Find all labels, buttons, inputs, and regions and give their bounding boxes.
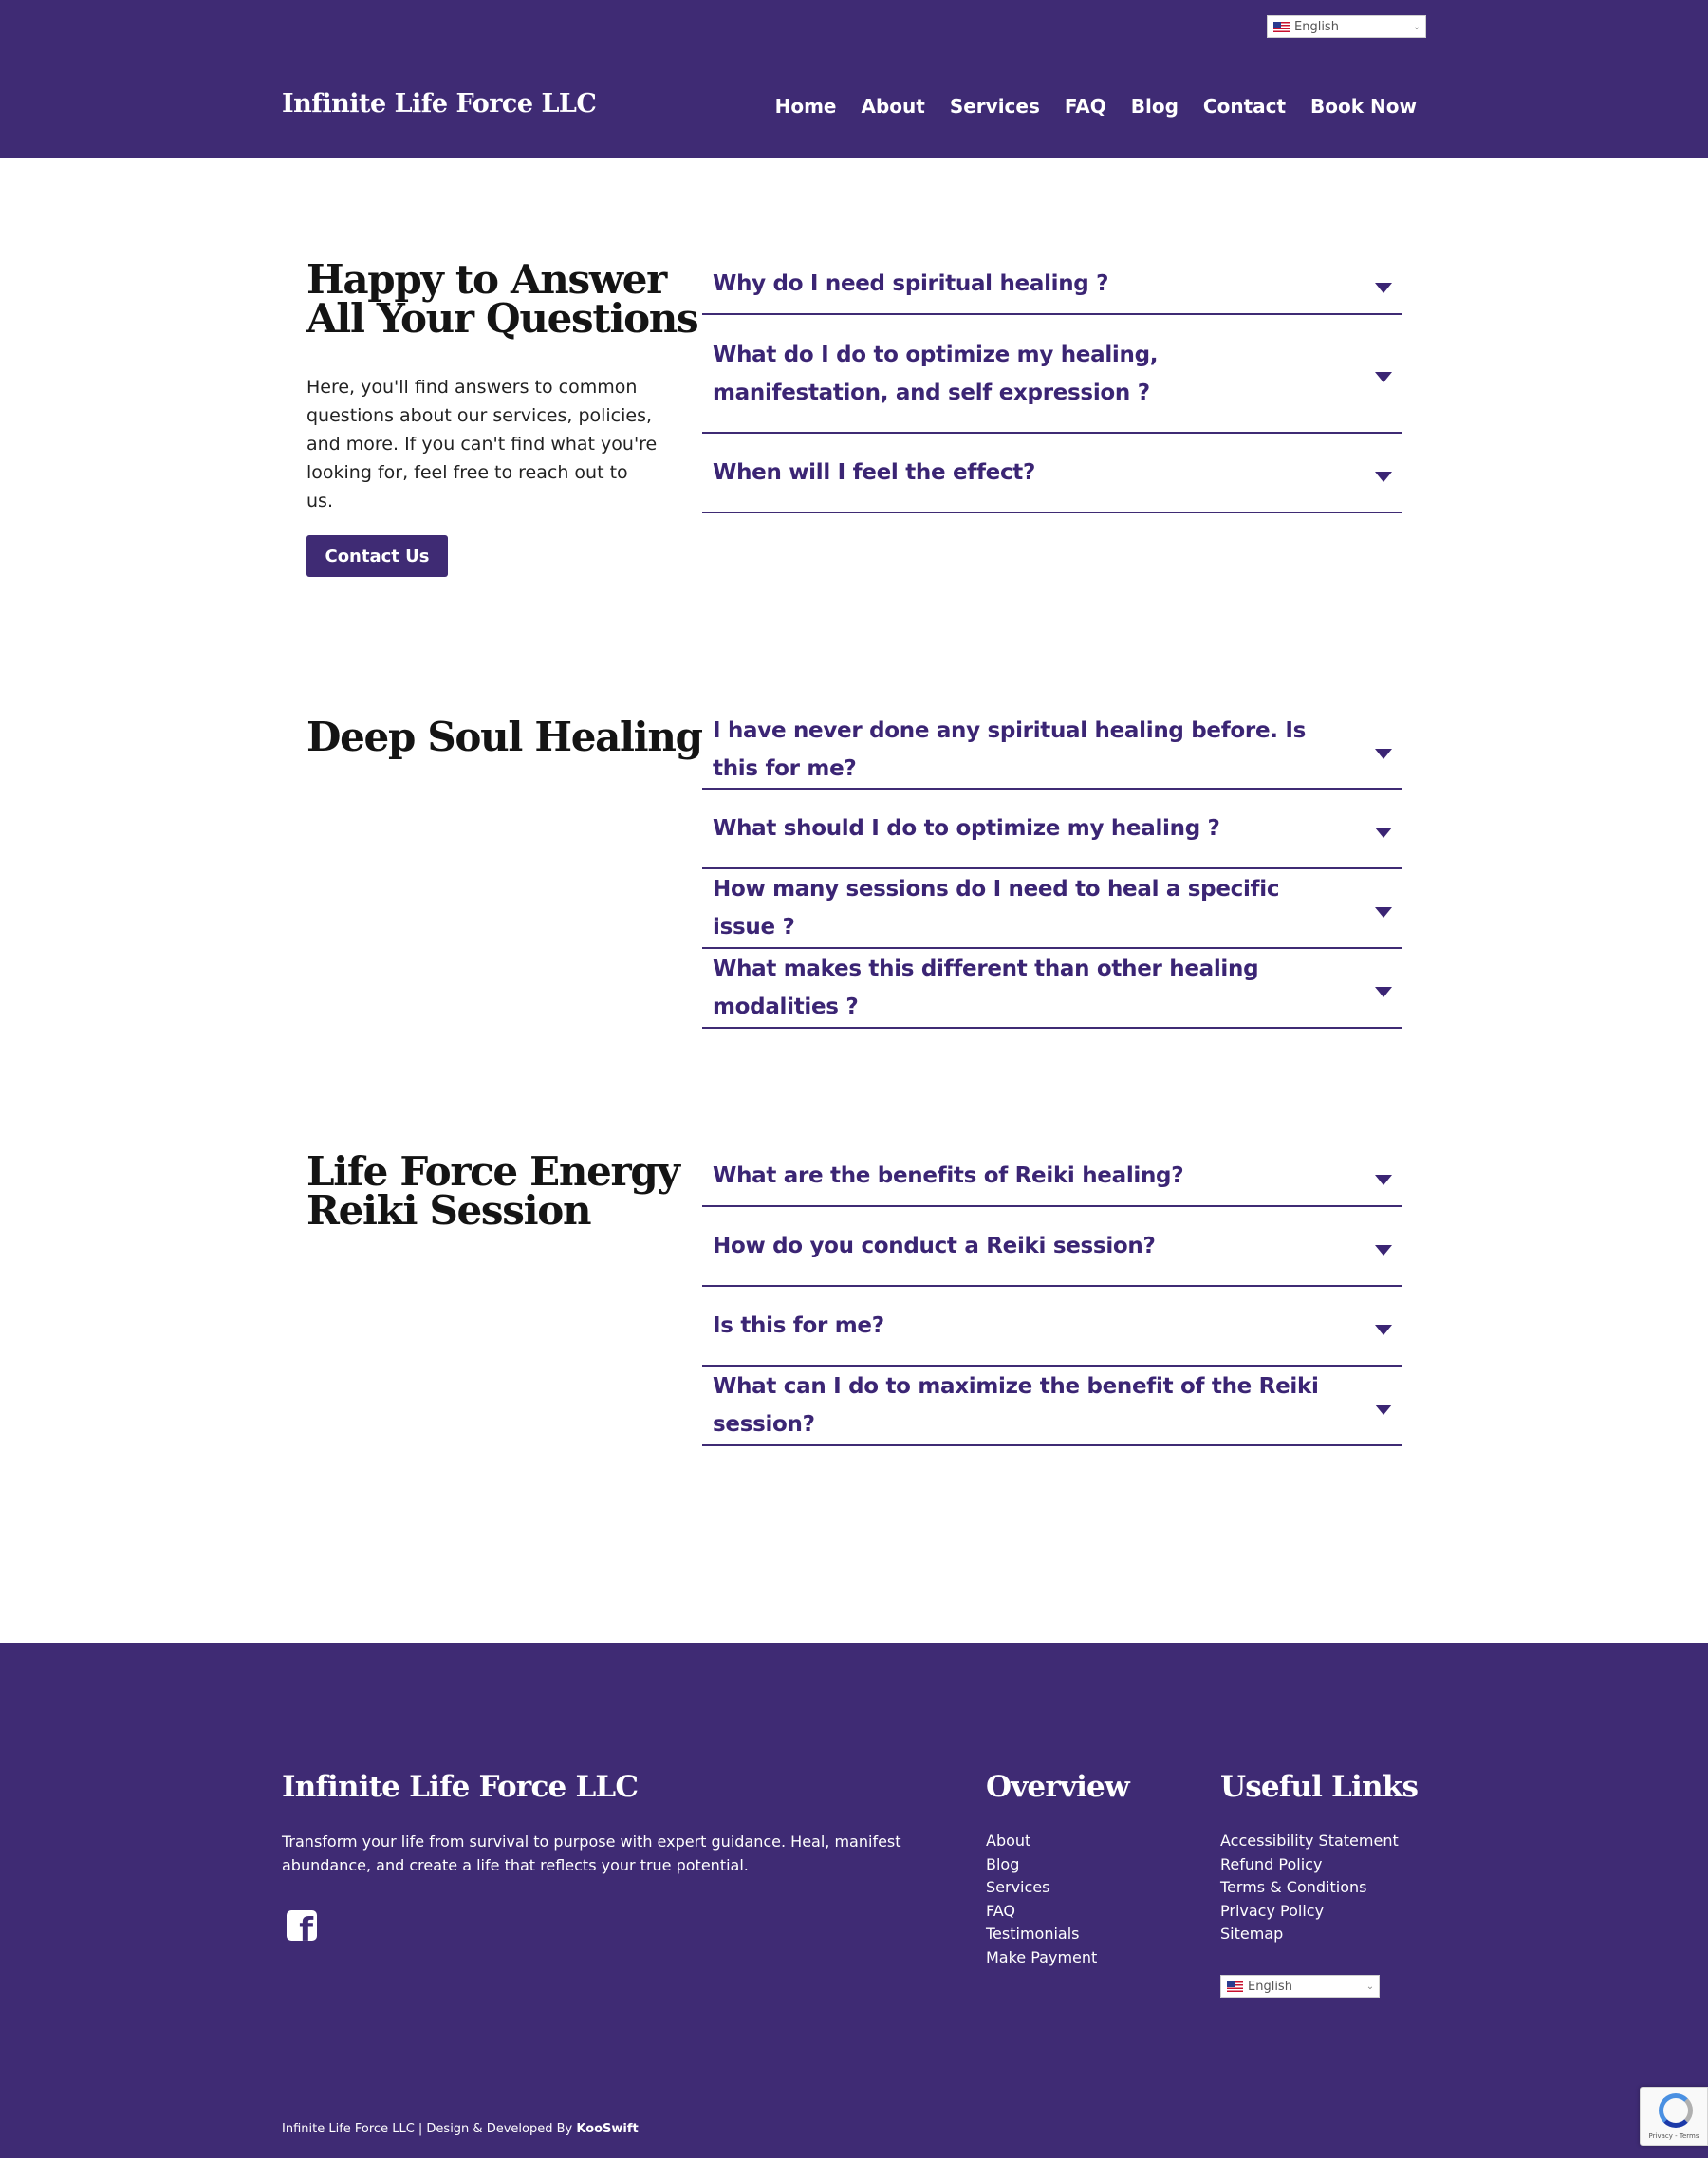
faq-list xyxy=(702,1146,1402,1446)
faq-question: When will I feel the effect? xyxy=(713,460,1036,485)
footer-useful-links xyxy=(1220,1830,1399,1946)
caret-down-icon xyxy=(1375,283,1392,293)
footer-link-testimonials[interactable]: Testimonials xyxy=(986,1925,1080,1944)
language-label: English xyxy=(1294,19,1339,34)
site-footer xyxy=(0,1643,1708,2158)
caret-down-icon xyxy=(1375,472,1392,482)
caret-down-icon xyxy=(1375,1245,1392,1256)
section-description: Here, you'll find answers to common questions about our services, policies, and more. If you can't find what you're looking for, feel free to reach out to us. xyxy=(306,377,658,512)
faq-item[interactable] xyxy=(702,254,1402,315)
footer-useful-links-title: Useful Links xyxy=(1220,1770,1419,1804)
faq-item[interactable] xyxy=(702,949,1402,1029)
chevron-down-icon: ⌄ xyxy=(1412,21,1421,32)
nav-home[interactable]: Home xyxy=(774,95,837,118)
faq-question: What are the benefits of Reiki healing? xyxy=(713,1163,1184,1188)
faq-list xyxy=(702,254,1402,513)
faq-question: How many sessions do I need to heal a specific issue ? xyxy=(713,877,1280,939)
caret-down-icon xyxy=(1375,749,1392,759)
caret-down-icon xyxy=(1375,1175,1392,1185)
nav-about[interactable]: About xyxy=(861,95,925,118)
contact-us-button[interactable]: Contact Us xyxy=(306,535,448,577)
chevron-down-icon: ⌄ xyxy=(1365,1981,1375,1992)
section-title: Deep Soul Healing xyxy=(306,714,702,760)
footer-link-refund-policy[interactable]: Refund Policy xyxy=(1220,1854,1323,1873)
footer-link-about[interactable]: About xyxy=(986,1832,1031,1850)
footer-link-services[interactable]: Services xyxy=(986,1878,1050,1897)
footer-link-faq[interactable]: FAQ xyxy=(986,1901,1015,1920)
faq-question: What makes this different than other healing modalities ? xyxy=(713,957,1259,1019)
facebook-icon[interactable]: f xyxy=(287,1910,317,1941)
faq-item[interactable] xyxy=(702,434,1402,513)
footer-link-terms[interactable]: Terms & Conditions xyxy=(1220,1878,1367,1897)
footer-link-blog[interactable]: Blog xyxy=(986,1854,1020,1873)
faq-item[interactable] xyxy=(702,1287,1402,1367)
faq-item[interactable] xyxy=(702,712,1402,790)
section-title: Life Force Energy Reiki Session xyxy=(306,1148,679,1234)
caret-down-icon xyxy=(1375,1325,1392,1335)
faq-item[interactable] xyxy=(702,1367,1402,1446)
language-label: English xyxy=(1248,1979,1292,1994)
faq-item[interactable] xyxy=(702,1207,1402,1287)
us-flag-icon xyxy=(1227,1981,1243,1992)
faq-question: Is this for me? xyxy=(713,1313,884,1338)
faq-item[interactable] xyxy=(702,315,1402,434)
faq-item[interactable] xyxy=(702,790,1402,869)
faq-question: What should I do to optimize my healing ? xyxy=(713,816,1220,841)
faq-question: Why do I need spiritual healing ? xyxy=(713,271,1109,296)
faq-question: What do I do to optimize my healing, manifestation, and self expression ? xyxy=(713,342,1159,405)
caret-down-icon xyxy=(1375,987,1392,997)
footer-link-sitemap[interactable]: Sitemap xyxy=(1220,1925,1284,1944)
site-header xyxy=(0,0,1708,158)
nav-faq[interactable]: FAQ xyxy=(1064,95,1106,118)
caret-down-icon xyxy=(1375,828,1392,838)
footer-overview-title: Overview xyxy=(986,1770,1129,1804)
faq-item[interactable] xyxy=(702,1146,1402,1207)
language-selector[interactable] xyxy=(1267,15,1426,38)
nav-contact[interactable]: Contact xyxy=(1202,95,1287,118)
caret-down-icon xyxy=(1375,1405,1392,1415)
recaptcha-text[interactable]: Privacy - Terms xyxy=(1648,2132,1699,2140)
main-nav xyxy=(775,95,1417,118)
recaptcha-icon xyxy=(1659,2093,1693,2128)
faq-item[interactable] xyxy=(702,869,1402,949)
footer-link-privacy-policy[interactable]: Privacy Policy xyxy=(1220,1901,1325,1920)
developer-link[interactable]: KooSwift xyxy=(576,2122,639,2136)
footer-brand: Infinite Life Force LLC xyxy=(282,1770,639,1804)
caret-down-icon xyxy=(1375,907,1392,918)
site-logo-text[interactable]: Infinite Life Force LLC xyxy=(282,89,597,119)
faq-question: How do you conduct a Reiki session? xyxy=(713,1234,1156,1258)
nav-book-now[interactable]: Book Now xyxy=(1310,95,1417,118)
footer-link-make-payment[interactable]: Make Payment xyxy=(986,1947,1098,1966)
nav-blog[interactable]: Blog xyxy=(1130,95,1179,118)
footer-link-accessibility[interactable]: Accessibility Statement xyxy=(1220,1832,1399,1850)
footer-overview-links xyxy=(986,1830,1097,1970)
nav-services[interactable]: Services xyxy=(949,95,1040,118)
copyright: Infinite Life Force LLC | Design & Developed By KooSwift xyxy=(282,2122,639,2136)
recaptcha-badge[interactable] xyxy=(1640,2087,1708,2146)
faq-question: What can I do to maximize the benefit of the Reiki session? xyxy=(713,1374,1319,1437)
section-title: Happy to Answer All Your Questions xyxy=(306,256,698,342)
faq-list xyxy=(702,712,1402,1029)
footer-description: Transform your life from survival to purpose with expert guidance. Heal, manifest abundance, and create a life that reflects your true potential. xyxy=(282,1832,901,1874)
caret-down-icon xyxy=(1375,372,1392,382)
faq-question: I have never done any spiritual healing before. Is this for me? xyxy=(713,718,1307,781)
footer-language-selector[interactable] xyxy=(1220,1975,1380,1998)
us-flag-icon xyxy=(1273,22,1290,32)
